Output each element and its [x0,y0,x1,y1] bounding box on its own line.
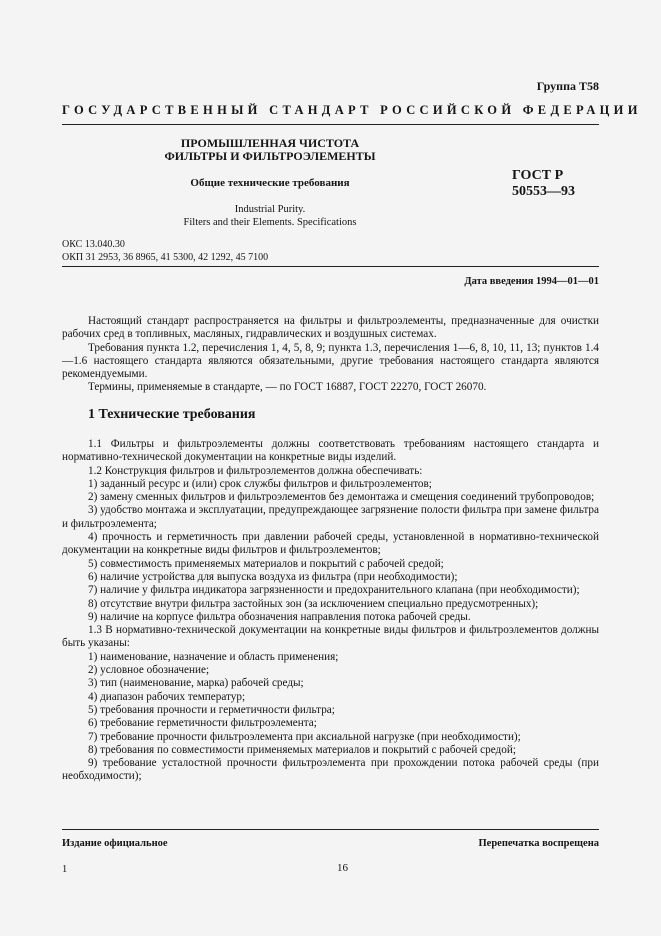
group-code: Группа Т58 [536,79,599,93]
document-subtitle: Общие технические требования [190,177,350,189]
section-paragraph: 8) отсутствие внутри фильтра застойных зон (за исключением специально предусмотренных); [88,597,539,610]
section-paragraph: 3) тип (наименование, марка) рабочей среды; [88,677,304,690]
section-paragraph: 1.2 Конструкция фильтров и фильтроэлементов должна обеспечивать: [88,464,423,477]
section-paragraph: 5) совместимость применяемых материалов и покрытий с рабочей средой; [88,557,444,570]
section-paragraph: 3) удобство монтажа и эксплуатации, предупреждающее загрязнение полости фильтра при замене фильтра и фильтроэлемента; [62,504,599,530]
section-paragraph: 1) заданный ресурс и (или) срок службы фильтров и фильтроэлементов; [88,477,432,490]
title-line-2: ФИЛЬТРЫ И ФИЛЬТРОЭЛЕМЕНТЫ [164,149,376,163]
oks-code: ОКС 13.040.30 [62,239,125,250]
national-standard-heading: ГОСУДАРСТВЕННЫЙ СТАНДАРТ РОССИЙСКОЙ ФЕДЕРАЦИИ [62,103,642,117]
introduction-date: Дата введения 1994—01—01 [464,276,599,287]
english-title-line-1: Industrial Purity. [234,204,306,215]
title-line-1: ПРОМЫШЛЕННАЯ ЧИСТОТА [180,136,360,150]
section-paragraph: 1) наименование, назначение и область применения; [88,650,339,663]
section-paragraph: 7) требование прочности фильтроэлемента при аксиальной нагрузке (при необходимости); [88,730,521,743]
footer-rule [62,829,599,830]
reprint-prohibited-label: Перепечатка воспрещена [478,838,599,849]
section-1 [62,406,599,784]
section-paragraph: 6) требование герметичности фильтроэлемента; [88,717,317,730]
page-index: 1 [62,864,68,875]
intro-block [62,315,599,395]
gost-line-2: 50553—93 [512,184,575,199]
okp-code: ОКП 31 2953, 36 8965, 41 5300, 42 1292, 45 7100 [62,251,269,263]
section-paragraph: 5) требования прочности и герметичности фильтра; [88,703,335,716]
codes-rule [62,266,599,267]
classification-codes [62,239,268,264]
gost-line-1: ГОСТ Р [512,168,564,183]
section-heading: 1 Технические требования [88,407,256,422]
section-paragraph: 9) требование усталостной прочности фильтроэлемента при прохождении потока рабочей среды (при необходимости); [62,757,599,783]
intro-paragraph: Требования пункта 1.2, перечисления 1, 4, 5, 8, 9; пункта 1.3, перечисления 1—6, 8, 10, 11, 13; пунктов 1.4—1.6 настоящего стандарта являются обязательными, другие требования настоящего стандарта являются рекомендуемыми. [62,341,599,381]
section-paragraph: 1.1 Фильтры и фильтроэлементы должны соответствовать требованиям настоящего стандарта и нормативно-технической документации на конкретные виды изделий. [62,438,599,464]
intro-paragraph: Настоящий стандарт распространяется на фильтры и фильтроэлементы, предназначенные для очистки рабочих сред в топливных, масляных, гидравлических и воздушных системах. [62,315,599,341]
section-paragraph: 8) требования по совместимости применяемых материалов и покрытий с рабочей средой; [88,743,516,756]
section-paragraph: 2) замену сменных фильтров и фильтроэлементов без демонтажа и смещения соединений трубопроводов; [88,491,595,504]
gost-number [512,168,575,200]
header-rule [62,124,599,125]
intro-paragraph: Термины, применяемые в стандарте, — по ГОСТ 16887, ГОСТ 22270, ГОСТ 26070. [88,381,487,394]
page-number: 16 [337,862,348,874]
english-title [140,203,400,229]
section-paragraph: 7) наличие у фильтра индикатора загрязненности и предохранительного клапана (при необходимости); [88,584,580,597]
section-paragraph: 4) диапазон рабочих температур; [88,690,246,703]
official-edition-label: Издание официальное [62,838,168,849]
section-paragraph: 6) наличие устройства для выпуска воздуха из фильтра (при необходимости); [88,570,458,583]
section-paragraph: 1.3 В нормативно-технической документации на конкретные виды фильтров и фильтроэлементов должны быть указаны: [62,624,599,650]
section-paragraph: 2) условное обозначение; [88,664,210,677]
section-paragraph: 4) прочность и герметичность при давлении рабочей среды, установленной в нормативно-технической документации на конкретные виды фильтров и фильтроэлементов; [62,531,599,557]
english-title-line-2: Filters and their Elements. Specifications [183,217,357,228]
section-paragraph: 9) наличие на корпусе фильтра обозначения направления потока рабочей среды. [88,610,471,623]
